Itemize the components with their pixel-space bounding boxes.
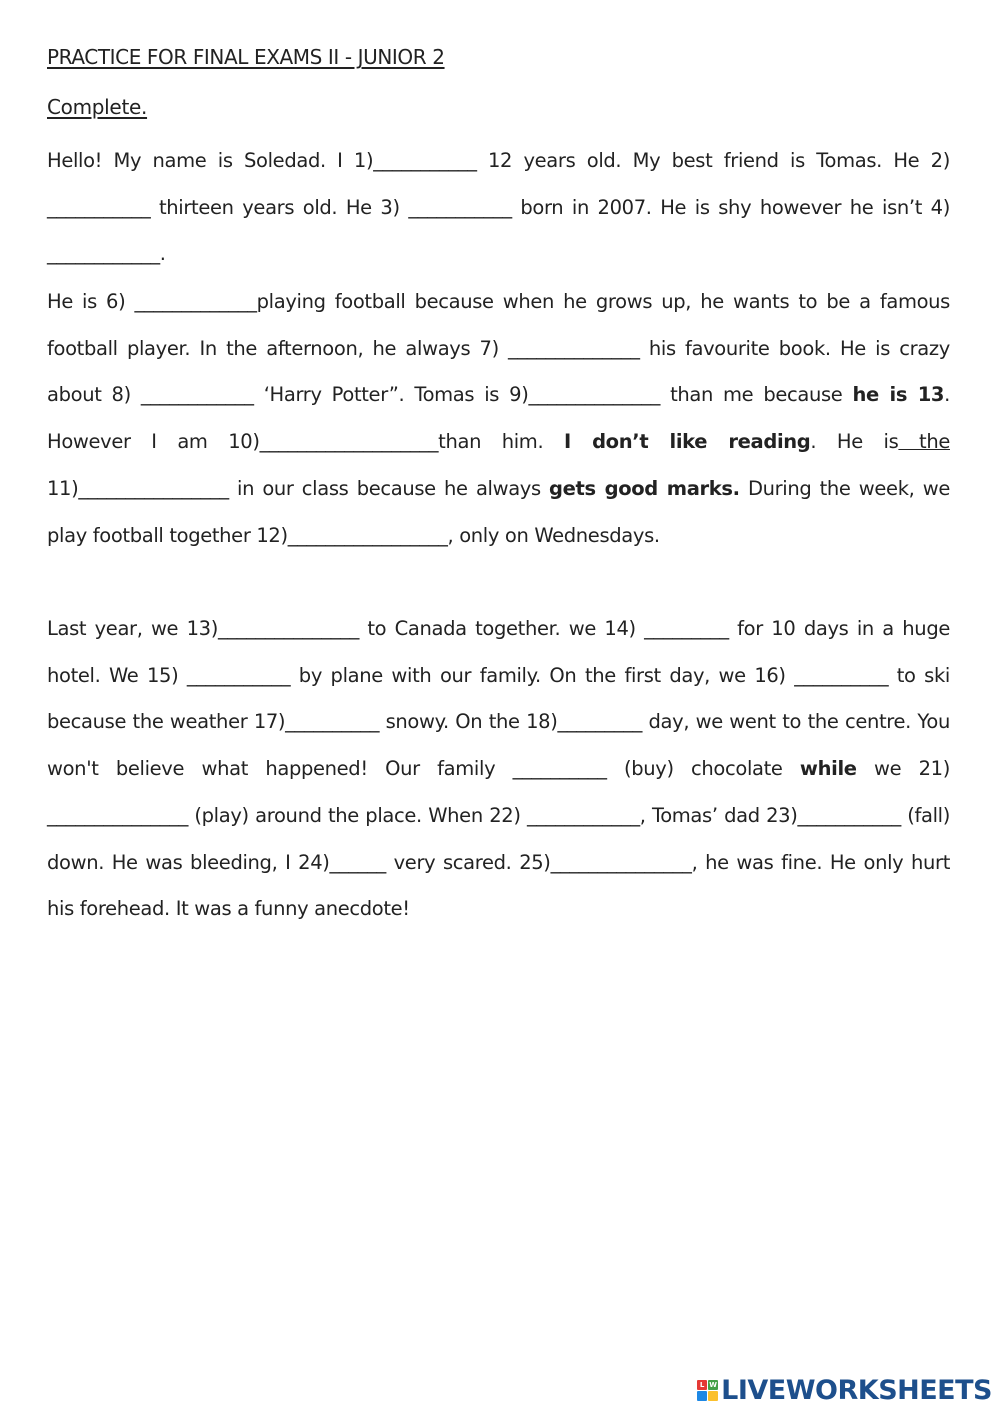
logo-cell-l: L: [697, 1380, 707, 1390]
paragraph-2-text-1: He is 6) _____________playing football because when he grows up, he wants to be a famous football player. In the afternoon, he always 7) ______________ his favourite book. He is crazy about 8) ____________ ‘Harry Potter”. Tomas is 9)______________ than me because: [47, 290, 950, 407]
paragraph-1-text: Hello! My name is Soledad. I 1)___________ 12 years old. My best friend is Tomas. He 2) ___________ thirteen years old. He 3) ___________ born in 2007. He is shy however he isn’t 4) ____________.: [47, 149, 950, 266]
bold-he-is-13: he is 13: [852, 383, 945, 407]
logo-grid-icon: [697, 1380, 718, 1401]
paragraph-2-text-3: . He is: [810, 430, 899, 454]
paragraph-2-text-4: 11)________________ in our class because he always: [47, 476, 550, 500]
logo-cell-3: [697, 1391, 707, 1401]
logo-cell-w: W: [709, 1381, 718, 1389]
brand-name: LIVEWORKSHEETS: [721, 1375, 992, 1406]
instruction: Complete.: [47, 95, 148, 119]
paragraph-3: [47, 606, 950, 933]
paragraph-3-text-1: Last year, we 13)_______________ to Canada together. we 14) _________ for 10 days in a huge hotel. We 15) ___________ by plane with our family. On the first day, we 16) __________ to ski because the weather 17)__________ snowy. On the 18)_________ day, we went to the centre. You won't believe what happened! Our family __________ (buy) chocolate: [47, 617, 950, 781]
paragraph-2: [47, 279, 950, 559]
paragraph-2-text-2: . However I am 10)___________________than him.: [47, 383, 951, 454]
paragraph-2-text-5: During the week, we play football together 12)_________________, only on Wednesdays.: [47, 476, 950, 547]
paragraph-1: [47, 138, 950, 278]
liveworksheets-logo: [697, 1375, 992, 1406]
worksheet-title: PRACTICE FOR FINAL EXAMS II - JUNIOR 2: [47, 45, 445, 69]
paragraph-3-text-2: we 21) _______________ (play) around the place. When 22) ____________, Tomas’ dad 23)___________ (fall) down. He was bleeding, I 24)______ very scared. 25)_______________, he was fine. He only hurt his forehead. It was a funny anecdote!: [47, 757, 950, 921]
logo-cell-4: [708, 1391, 718, 1401]
bold-dont-like-reading: I don’t like reading: [563, 430, 811, 454]
bold-while: while: [799, 757, 857, 781]
underlined-the: the: [898, 430, 950, 454]
bold-gets-good-marks: gets good marks.: [549, 476, 740, 500]
